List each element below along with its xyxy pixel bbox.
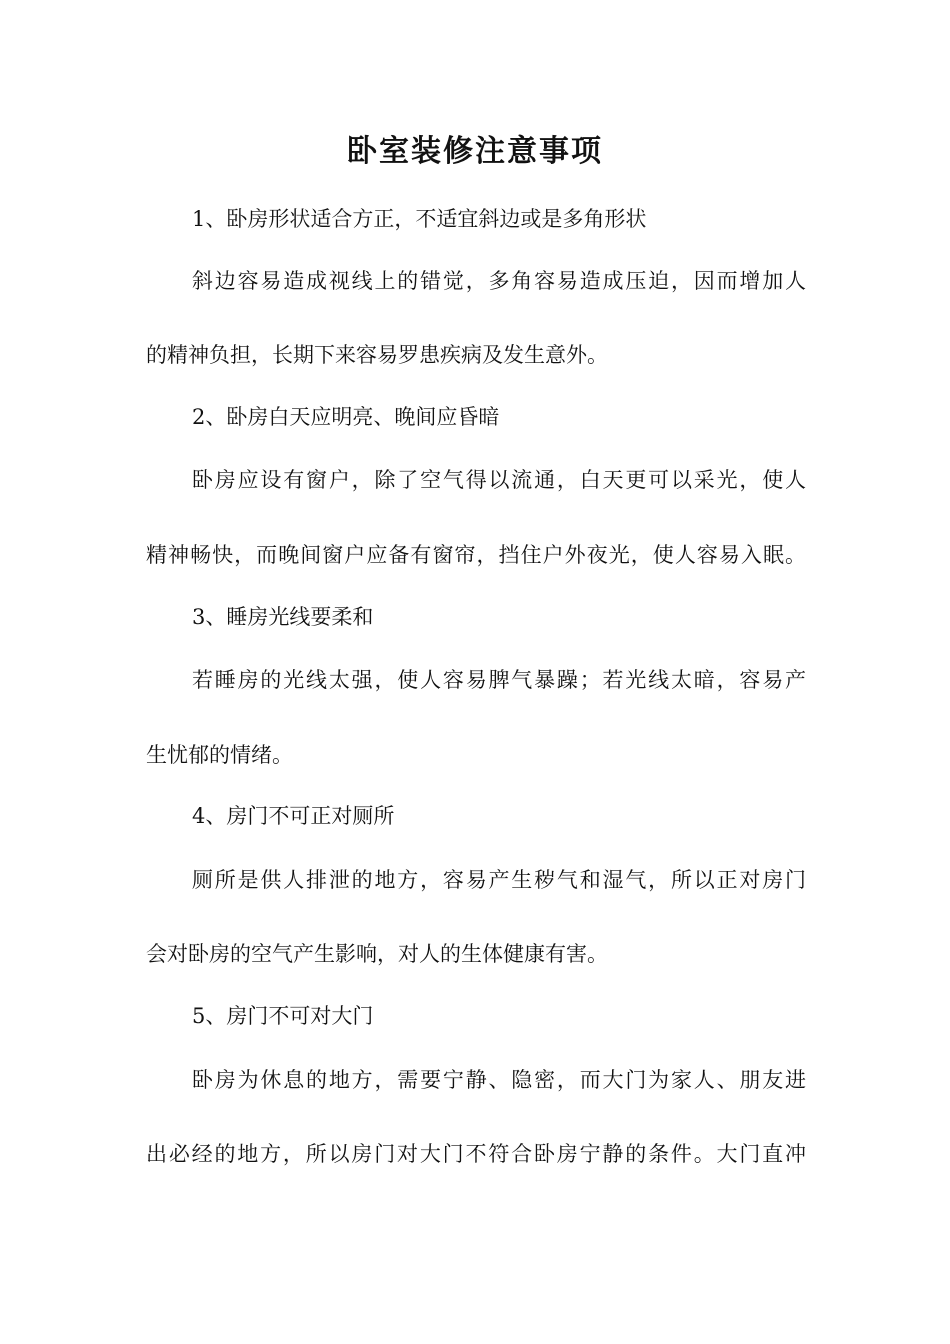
heading-5: 5、房门不可对大门 [192,1004,374,1028]
document-title: 卧室装修注意事项 [347,134,603,169]
paragraph-5-line-2: 出必经的地方，所以房门对大门不符合卧房宁静的条件。大门直冲 [146,1142,806,1166]
paragraph-3-line-1: 若睡房的光线太强，使人容易脾气暴躁；若光线太暗，容易产 [192,668,806,692]
paragraph-5-line-1: 卧房为休息的地方，需要宁静、隐密，而大门为家人、朋友进 [192,1068,806,1092]
heading-1: 1、卧房形状适合方正，不适宜斜边或是多角形状 [192,207,647,231]
paragraph-1-line-2: 的精神负担，长期下来容易罗患疾病及发生意外。 [146,343,608,367]
heading-2: 2、卧房白天应明亮、晚间应昏暗 [192,405,500,429]
paragraph-4-line-1: 厕所是供人排泄的地方，容易产生秽气和湿气，所以正对房门 [192,868,806,892]
heading-3: 3、睡房光线要柔和 [192,605,374,629]
paragraph-4-line-2: 会对卧房的空气产生影响，对人的生体健康有害。 [146,942,608,966]
heading-4: 4、房门不可正对厕所 [192,804,395,828]
paragraph-3-line-2: 生忧郁的情绪。 [146,743,293,767]
paragraph-2-line-2: 精神畅快，而晚间窗户应备有窗帘，挡住户外夜光，使人容易入眠。 [146,543,806,567]
paragraph-2-line-1: 卧房应设有窗户，除了空气得以流通，白天更可以采光，使人 [192,468,806,492]
paragraph-1-line-1: 斜边容易造成视线上的错觉，多角容易造成压迫，因而增加人 [192,269,806,293]
